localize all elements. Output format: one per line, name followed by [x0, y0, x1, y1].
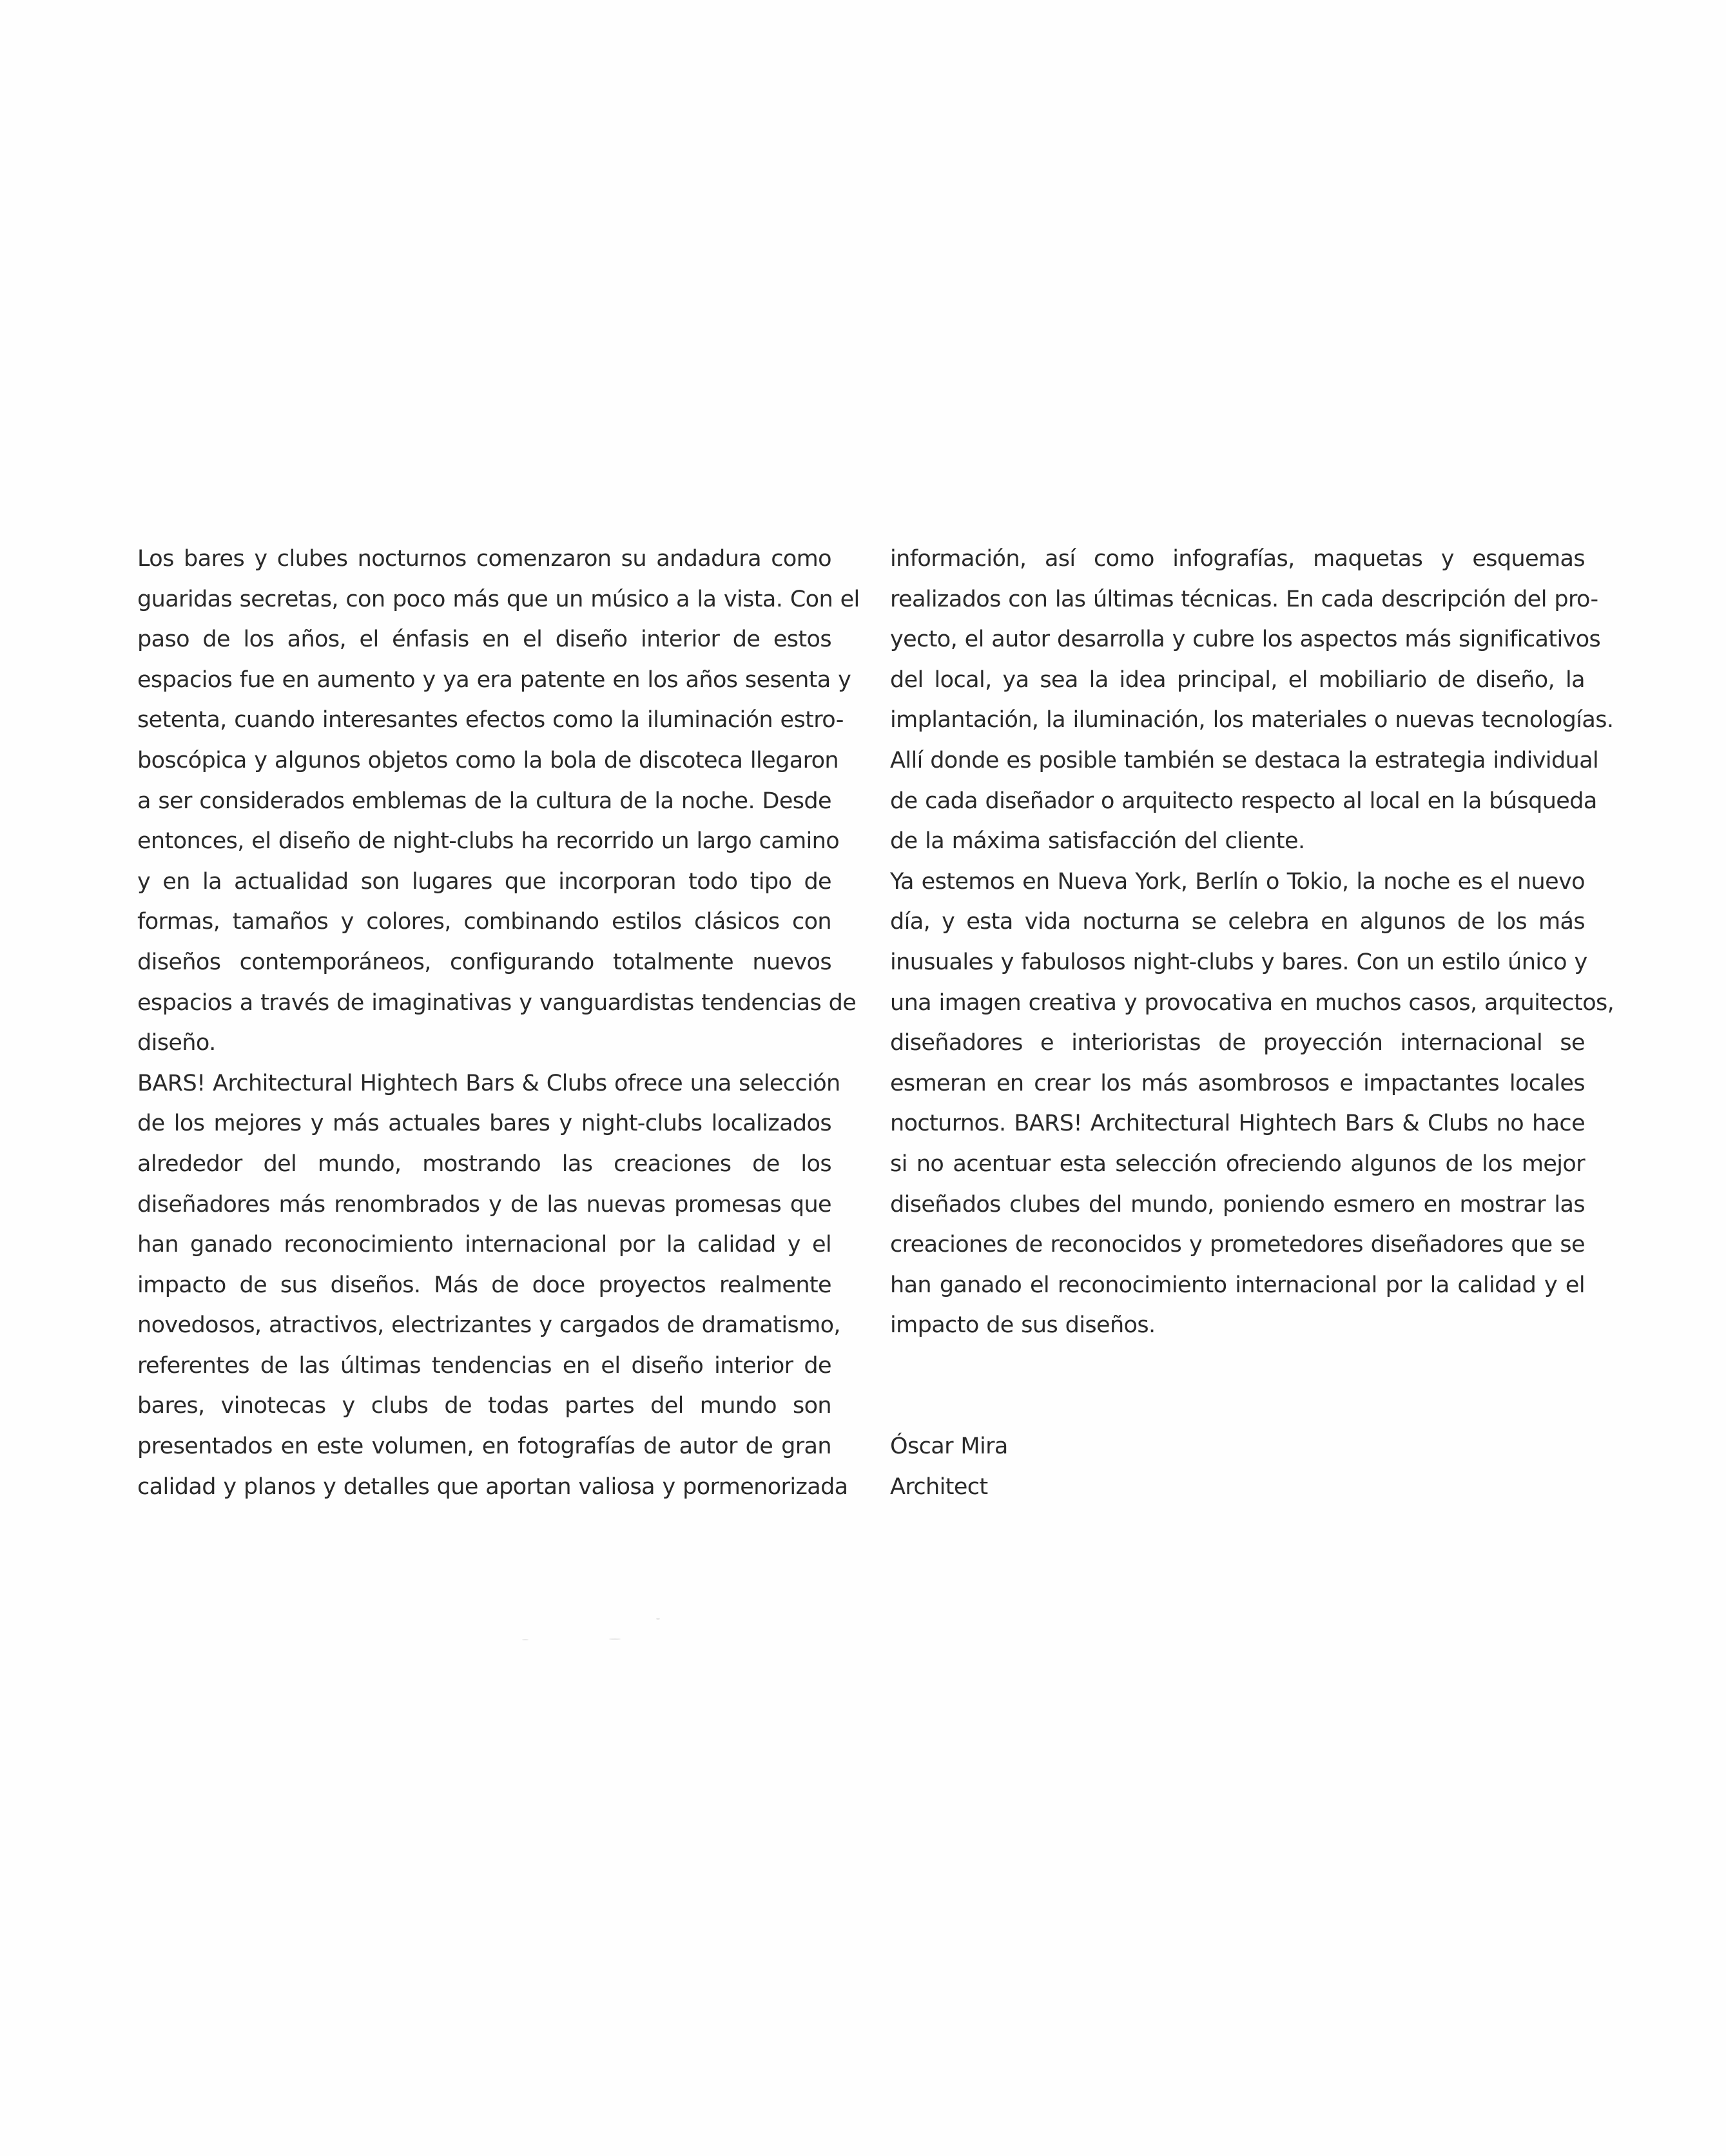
text-line: esmeran en crear los más asombrosos e impactantes locales: [890, 1070, 1585, 1096]
text-line: boscópica y algunos objetos como la bola de discoteca llegaron: [137, 747, 839, 773]
text-line: entonces, el diseño de night-clubs ha recorrido un largo camino: [137, 828, 840, 855]
text-line: novedosos, atractivos, electrizantes y cargados de dramatismo,: [137, 1312, 840, 1339]
text-line: setenta, cuando interesantes efectos como la iluminación estro-: [137, 707, 844, 733]
text-line: bares, vinotecas y clubs de todas partes del mundo son: [137, 1393, 831, 1419]
text-line: Allí donde es posible también se destaca la estrategia individual: [890, 747, 1599, 773]
text-line: han ganado el reconocimiento internacional por la calidad y el: [890, 1272, 1585, 1298]
text-column-left: [137, 539, 860, 1507]
text-line: información, así como infografías, maquetas y esquemas: [890, 546, 1585, 572]
text-line: diseñados clubes del mundo, poniendo esmero en mostrar las: [890, 1191, 1585, 1218]
text-line: impacto de sus diseños.: [890, 1312, 1156, 1339]
scan-speck: [522, 1639, 528, 1640]
text-line: paso de los años, el énfasis en el diseño interior de estos: [137, 626, 831, 653]
text-line: alrededor del mundo, mostrando las creaciones de los: [137, 1151, 831, 1177]
text-line: de los mejores y más actuales bares y night-clubs localizados: [137, 1111, 831, 1137]
text-line: de la máxima satisfacción del cliente.: [890, 828, 1305, 855]
text-line: espacios a través de imaginativas y vanguardistas tendencias de: [137, 989, 857, 1016]
text-line: si no acentuar esta selección ofreciendo algunos de los mejor: [890, 1151, 1585, 1177]
text-line: espacios fue en aumento y ya era patente en los años sesenta y: [137, 666, 851, 693]
text-line: creaciones de reconocidos y prometedores diseñadores que se: [890, 1232, 1585, 1258]
text-line: diseños contemporáneos, configurando totalmente nuevos: [137, 949, 831, 975]
text-line: del local, ya sea la idea principal, el mobiliario de diseño, la: [890, 666, 1585, 693]
text-line: presentados en este volumen, en fotografías de autor de gran: [137, 1433, 831, 1460]
scan-speck: [656, 1618, 660, 1620]
signature-block: [890, 1426, 1585, 1507]
text-column-right: [890, 539, 1614, 1507]
text-line: implantación, la iluminación, los materiales o nuevas tecnologías.: [890, 707, 1614, 733]
text-line: Los bares y clubes nocturnos comenzaron su andadura como: [137, 546, 831, 572]
paragraph-intro: [137, 539, 860, 1063]
text-line: y en la actualidad son lugares que incorporan todo tipo de: [137, 868, 831, 895]
text-line: una imagen creativa y provocativa en muchos casos, arquitectos,: [890, 989, 1614, 1016]
text-line: diseñadores e interioristas de proyección internacional se: [890, 1030, 1585, 1056]
spacer: [890, 1346, 1585, 1386]
text-line: yecto, el autor desarrolla y cubre los aspectos más significativos: [890, 626, 1601, 653]
text-line: diseño.: [137, 1030, 216, 1056]
text-line: inusuales y fabulosos night-clubs y bares. Con un estilo único y: [890, 949, 1587, 975]
text-line: día, y esta vida nocturna se celebra en algunos de los más: [890, 909, 1585, 935]
text-line: Ya estemos en Nueva York, Berlín o Tokio, la noche es el nuevo: [890, 868, 1585, 895]
text-line: referentes de las últimas tendencias en el diseño interior de: [137, 1352, 831, 1379]
paragraph-book-description: [137, 1063, 848, 1508]
author-title: Architect: [890, 1473, 988, 1500]
text-line: calidad y planos y detalles que aportan valiosa y pormenorizada: [137, 1473, 848, 1500]
text-line: BARS! Architectural Hightech Bars & Clubs ofrece una selección: [137, 1070, 840, 1096]
text-line: diseñadores más renombrados y de las nuevas promesas que: [137, 1191, 831, 1218]
spacer: [890, 1386, 1585, 1426]
scan-speck: [609, 1638, 621, 1640]
text-line: guaridas secretas, con poco más que un músico a la vista. Con el: [137, 586, 860, 612]
text-line: impacto de sus diseños. Más de doce proyectos realmente: [137, 1272, 831, 1298]
text-line: a ser considerados emblemas de la cultura de la noche. Desde: [137, 788, 831, 814]
text-line: nocturnos. BARS! Architectural Hightech Bars & Clubs no hace: [890, 1111, 1585, 1137]
text-line: formas, tamaños y colores, combinando estilos clásicos con: [137, 909, 831, 935]
text-line: han ganado reconocimiento internacional por la calidad y el: [137, 1232, 831, 1258]
text-line: realizados con las últimas técnicas. En cada descripción del pro-: [890, 586, 1598, 612]
author-name: Óscar Mira: [890, 1433, 1008, 1460]
paragraph-nightlife: [890, 862, 1614, 1346]
text-line: de cada diseñador o arquitecto respecto al local en la búsqueda: [890, 788, 1597, 814]
paragraph-continuation: [890, 539, 1614, 862]
